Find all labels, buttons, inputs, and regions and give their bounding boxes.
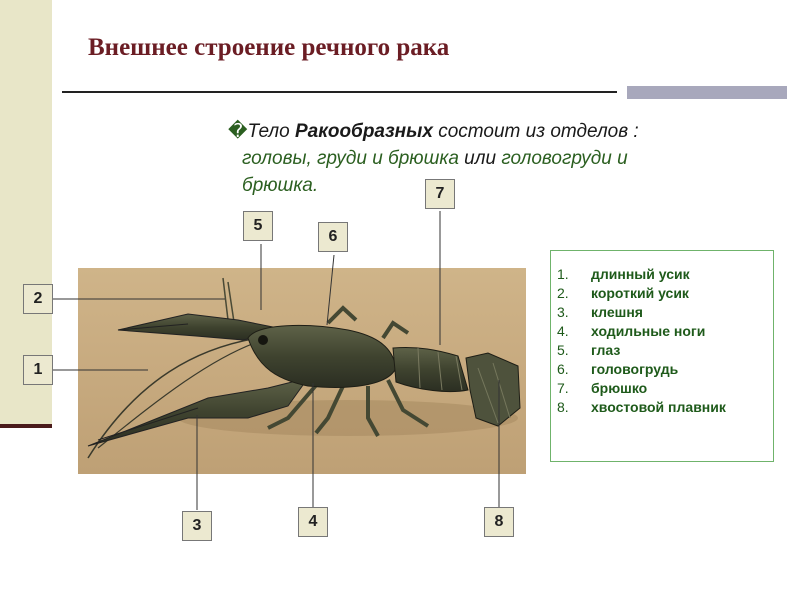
legend-item-number: 2. [557,285,569,301]
callout-5: 5 [243,211,273,241]
legend-item-label: хвостовой плавник [591,399,726,415]
legend-item-number: 7. [557,380,569,396]
legend-item-label: длинный усик [591,266,690,282]
intro-text-part: Тело [247,121,295,142]
legend-item [557,284,726,303]
intro-text-part: состоит из отделов : [432,121,639,142]
callout-1: 1 [23,355,53,385]
legend-item-number: 6. [557,361,569,377]
slide-title: Внешнее строение речного рака [88,34,450,61]
leader-line-6 [327,255,334,325]
legend-item [557,341,726,360]
legend-item [557,360,726,379]
bullet-icon: � [228,121,248,142]
intro-term: брюшка. [242,175,319,196]
legend-item-label: короткий усик [591,285,689,301]
legend-item [557,379,726,398]
legend-item-label: клешня [591,304,643,320]
legend-item [557,265,726,284]
legend-item-number: 4. [557,323,569,339]
legend-item [557,398,726,417]
legend-box [550,250,774,462]
intro-emphasis: Ракообразных [294,121,433,142]
callout-6: 6 [318,222,348,252]
legend-item [557,322,726,341]
legend-item-label: брюшко [591,380,648,396]
callout-4: 4 [298,507,328,537]
legend-list [557,265,726,417]
legend-item-label: ходильные ноги [591,323,706,339]
legend-item-label: головогрудь [591,361,679,377]
callout-2: 2 [23,284,53,314]
callout-8: 8 [484,507,514,537]
legend-item-number: 8. [557,399,569,415]
intro-term: головы, груди и брюшка [242,148,459,169]
legend-item-number: 5. [557,342,569,358]
callout-7: 7 [425,179,455,209]
legend-item-number: 1. [557,266,569,282]
callout-3: 3 [182,511,212,541]
legend-item-label: глаз [591,342,621,358]
intro-term: головогруди и [501,148,628,169]
legend-item [557,303,726,322]
intro-text-part: или [458,148,502,169]
legend-item-number: 3. [557,304,569,320]
